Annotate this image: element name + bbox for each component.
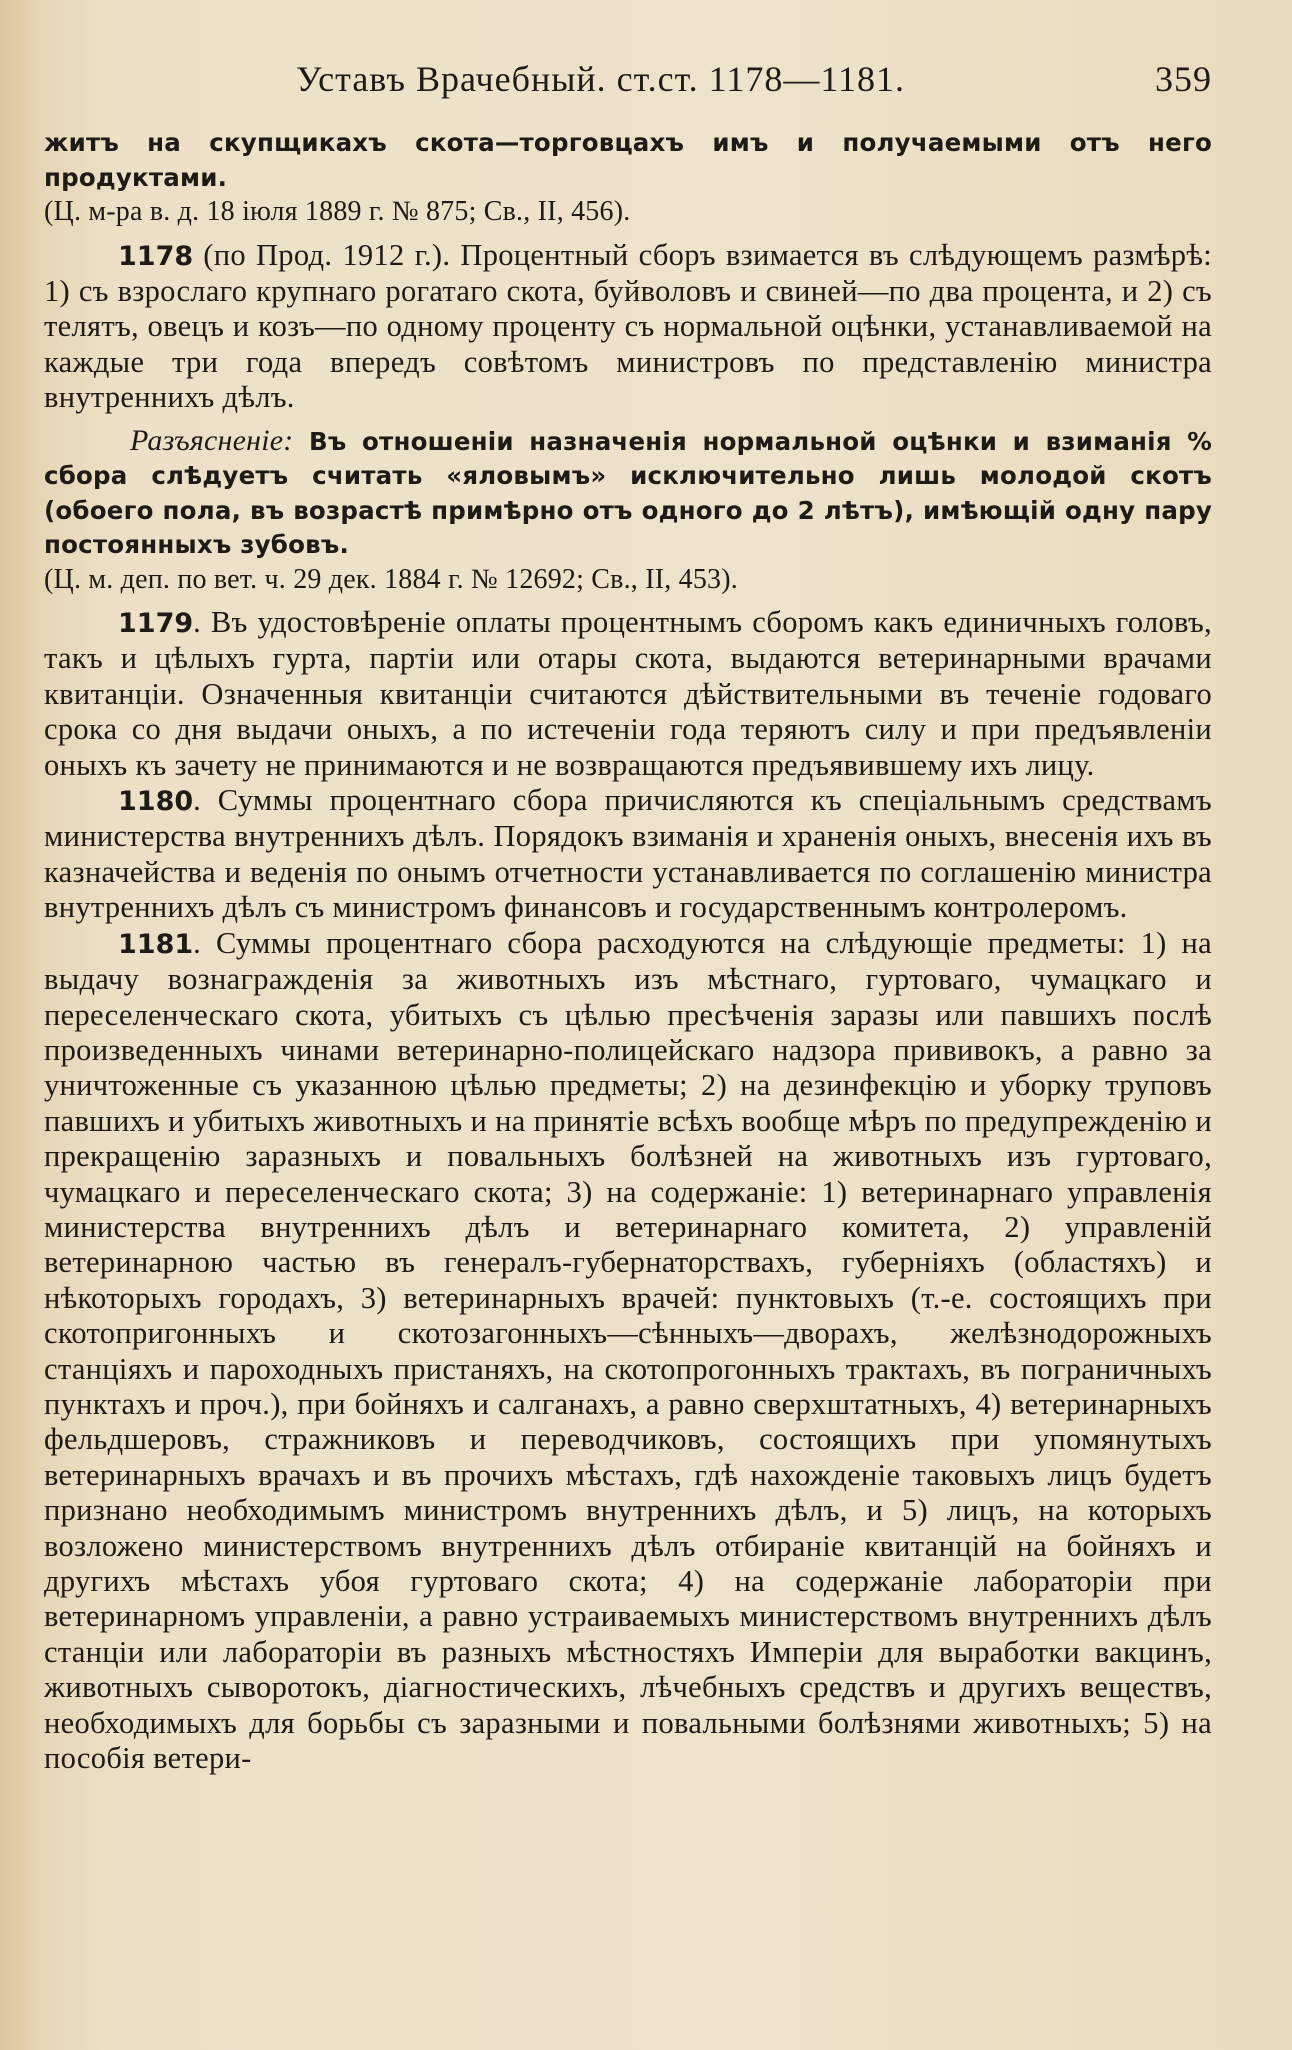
continuation-reference: (Ц. м-ра в. д. 18 іюля 1889 г. № 875; Св., II, 456). <box>44 196 631 227</box>
note-label: Разъясненіе: <box>130 423 294 457</box>
article-text: (по Прод. 1912 г.). Процентный сборъ взимается въ слѣдующемъ размѣрѣ: 1) съ взрослаго крупнаго рогатаго скота, буйволовъ и свиней—по два процента, и 2) съ телятъ, овецъ и козъ—по одному проценту съ нормальной оцѣнки, устанавливаемой на каждые три года впередъ совѣтомъ министровъ по представленію министра внутреннихъ дѣлъ. <box>44 237 1212 415</box>
article-text: . Суммы процентнаго сбора расходуются на слѣдующіе предметы: 1) на выдачу вознагражденія за животныхъ изъ мѣстнаго, гуртоваго, чумацкаго и переселенческаго скота, убитыхъ съ цѣлью пресѣченія заразы или павшихъ послѣ произведенныхъ чинами ветеринарно-полицейскаго надзора прививокъ, а равно за уничтоженные съ указанною цѣлью предметы; 2) на дезинфекцію и уборку труповъ павшихъ и убитыхъ животныхъ и на принятіе всѣхъ вообще мѣръ по предупрежденію и прекращенію заразныхъ и повальныхъ болѣзней на животныхъ изъ гуртоваго, чумацкаго и переселенческаго скота; 3) на содержаніе: 1) ветеринарнаго управленія министерства внутреннихъ дѣлъ и ветеринарнаго комитета, 2) управленій ветеринарною частью въ генералъ-губернаторствахъ, губерніяхъ (областяхъ) и нѣкоторыхъ городахъ, 3) ветеринарныхъ врачей: пунктовыхъ (т.-е. состоящихъ при скотопригонныхъ и скотозагонныхъ—сѣнныхъ—дворахъ, желѣзнодорожныхъ станціяхъ и пароходныхъ пристаняхъ, на скотопрогонныхъ трактахъ, въ пограничныхъ пунктахъ и проч.), при бойняхъ и салганахъ, а равно сверхштатныхъ, 4) ветеринарныхъ фельдшеровъ, стражниковъ и переводчиковъ, состоящихъ при упомянутыхъ ветеринарныхъ врачахъ и въ прочихъ мѣстахъ, гдѣ нахожденіе таковыхъ лицъ будетъ признано необходимымъ министромъ внутреннихъ дѣлъ, и 5) лицъ, на которыхъ возложено министерствомъ внутреннихъ дѣлъ отбираніе квитанцій на бойняхъ и другихъ мѣстахъ убоя гуртоваго скота; 4) на содержаніе лабораторіи при ветеринарномъ управленіи, а равно устраиваемыхъ министерствомъ внутреннихъ дѣлъ станціи или лабораторіи въ разныхъ мѣстностяхъ Имперіи для выработки вакцинъ, животныхъ сыворотокъ, діагностическихъ, лѣчебныхъ средствъ и другихъ веществъ, необходимыхъ для борьбы съ заразными и повальными болѣзнями животныхъ; 5) на пособія ветери- <box>44 925 1212 1776</box>
running-title: Уставъ Врачебный. ст.ст. 1178—1181. <box>296 59 906 99</box>
article-number: 1178 <box>118 240 194 272</box>
article-text: . Въ удостовѣреніе оплаты процентнымъ сборомъ какъ единичныхъ головъ, такъ и цѣлыхъ гурта, партіи или отары скота, выдаются ветеринарными врачами квитанціи. Означенныя квитанціи считаются дѣйствительными въ теченіе годоваго срока со дня выдачи оныхъ, а по истеченіи года теряютъ силу и при предъявленіи оныхъ къ зачету не принимаются и не возвращаются предъявившему ихъ лицу. <box>44 605 1212 782</box>
continuation-text: житъ на скупщикахъ скота—торговцахъ имъ и получаемыми отъ него продуктами. <box>44 128 1212 192</box>
article-1178 <box>44 238 1212 416</box>
article-number: 1181 <box>118 928 194 960</box>
clarification-note <box>44 424 1212 598</box>
article-text: . Суммы процентнаго сбора причисляются къ спеціальнымъ средствамъ министерства внутреннихъ дѣлъ. Порядокъ взиманія и храненія оныхъ, внесенія ихъ въ казначейства и веденія по онымъ отчетности устанавливается по соглашенію министра внутреннихъ дѣлъ съ министромъ финансовъ и государственнымъ контролеромъ. <box>44 783 1212 925</box>
note-reference: (Ц. м. деп. по вет. ч. 29 дек. 1884 г. № 12692; Св., II, 453). <box>44 563 738 595</box>
article-1179 <box>44 605 1212 783</box>
article-1181 <box>44 926 1212 1777</box>
page-number: 359 <box>1155 59 1212 99</box>
continuation-paragraph <box>44 126 1212 230</box>
note-text: Въ отношеніи назначенія нормальной оцѣнки и взиманія % сбора слѣдуетъ считать «яловымъ» исключительно лишь молодой скотъ (обоего пола, въ возрастѣ примѣрно отъ одного до 2 лѣтъ), имѣющій одну пару постоянныхъ зубовъ. <box>44 426 1212 560</box>
running-head <box>44 58 1212 100</box>
article-number: 1179 <box>118 608 194 640</box>
article-1180 <box>44 783 1212 926</box>
article-number: 1180 <box>118 786 194 818</box>
